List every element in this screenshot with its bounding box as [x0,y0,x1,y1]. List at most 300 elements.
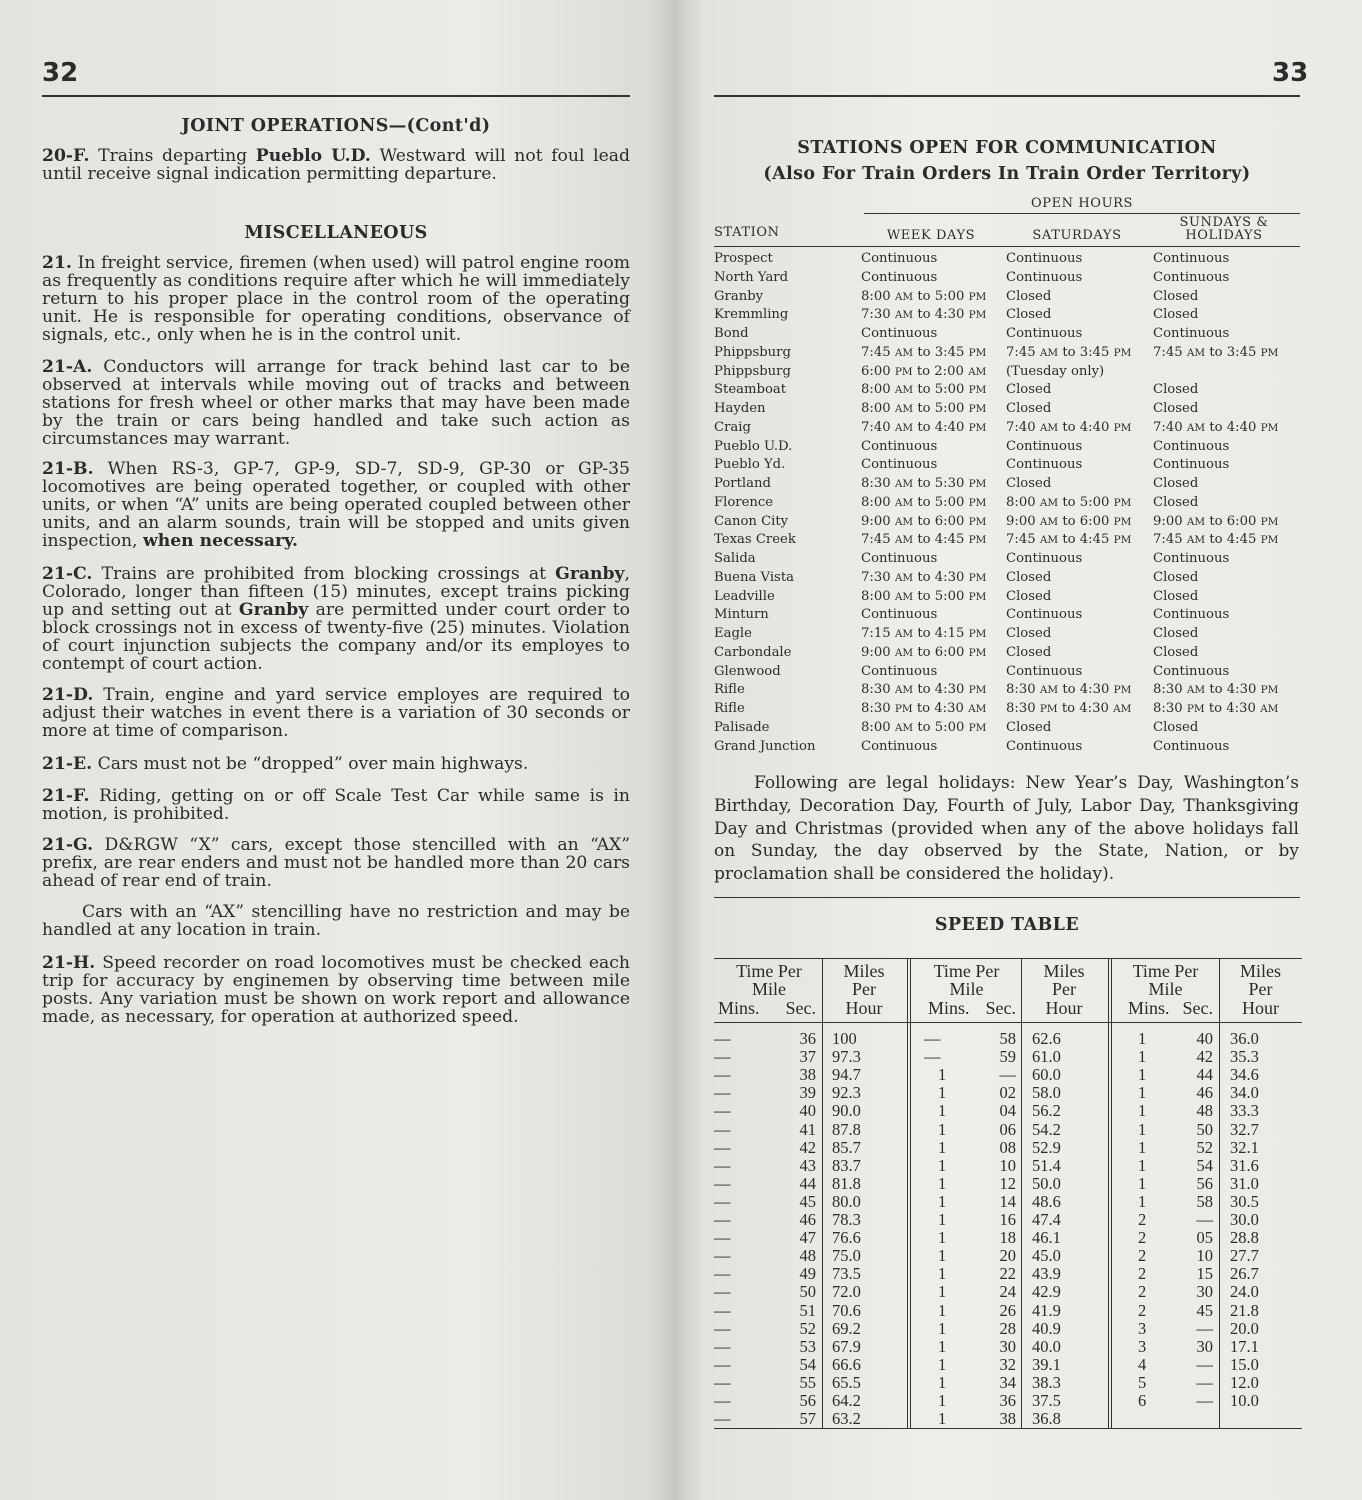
station-name: Granby [714,288,764,304]
speed-mins: — [924,1047,941,1067]
sundays-column-header [1154,216,1294,242]
speed-sec: 58 [999,1029,1016,1048]
speed-mph: 27.7 [1230,1246,1259,1266]
speed-mins: — [714,1065,731,1085]
station-name: Pueblo Yd. [714,457,786,473]
speed-mph: 36.8 [1032,1409,1061,1429]
station-hours: Continuous [1006,738,1083,754]
station-name: Craig [714,419,751,435]
station-hours: Continuous [1153,551,1230,566]
speed-mph: 43.9 [1032,1264,1061,1284]
station-hours: 8:30 PM to 4:30 AM [861,701,987,716]
station-hours [1153,363,1278,382]
speed-sec: 41 [799,1119,816,1139]
para-text: Trains departing [98,146,248,166]
para-bold: Pueblo U.D. [255,146,371,166]
speed-mph: 37.5 [1032,1391,1061,1410]
station-name: Palisade [714,719,770,735]
speed-table-header-rule [714,1022,1302,1023]
para-num: 21. [42,253,72,273]
speed-group-rule [1111,958,1112,1428]
speed-table-top-border [714,958,1302,959]
speed-mph: 97.3 [832,1047,861,1067]
station-name: Kremmling [714,307,789,323]
speed-mins: — [714,1101,731,1121]
speed-mins: 2 [1138,1246,1147,1266]
station-hours: Continuous [861,326,938,341]
speed-sec: 45 [1196,1300,1213,1320]
speed-mins: 1 [938,1336,947,1356]
speed-header-mile: Mile [752,979,786,999]
speed-mph: 94.7 [832,1065,861,1085]
para-text: are permitted under court order to block crossings not in excess of twenty-five (25) minutes. Violation of court injunction subjects the company and/or its employes to contempt of court action. [42,600,631,675]
speed-mph: 20.0 [1230,1318,1259,1338]
station-name: Portland [714,476,771,491]
station-hours: Continuous [861,663,938,679]
speed-header-mile: Mile [1148,979,1183,999]
para-num: 21-G. [42,835,94,855]
station-name: Eagle [714,626,752,641]
speed-sec: 46 [799,1210,816,1229]
station-hours: Closed [1153,494,1199,510]
station-hours: 7:45 AM to 4:45 PM [1153,532,1279,548]
station-hours: 8:30 AM to 5:30 PM [861,476,987,491]
speed-mph: 28.8 [1230,1228,1259,1248]
speed-sec: 54 [799,1354,816,1374]
legal-holidays-paragraph: Following are legal holidays: New Year’s Day, Washington’s Birthday, Decoration Day, Fourth of July, Labor Day, Thanksgiving Day and Christmas (provided when any of the above holidays fall on Sunday, the day observed by the State, Nation, or by proclamation shall be considered the holiday). [714,773,1299,885]
station-hours: Continuous [1153,457,1230,473]
station-hours: 8:30 AM to 4:30 PM [1006,682,1132,698]
speed-mins: — [714,1300,731,1320]
speed-sec: 57 [799,1409,816,1429]
speed-mins: 6 [1138,1391,1147,1410]
speed-mins: 1 [938,1246,947,1266]
station-name: Minturn [714,607,769,623]
speed-header-per: Per [1052,979,1076,999]
speed-mph: 36.0 [1230,1029,1259,1048]
speed-mph: 34.0 [1230,1083,1259,1103]
paragraph-21h [42,954,630,1026]
station-hours: 8:30 PM to 4:30 AM [1006,701,1132,716]
speed-sec: 14 [999,1191,1016,1211]
station-name: Florence [714,494,774,510]
miscellaneous-heading: MISCELLANEOUS [244,223,428,243]
speed-mph: 64.2 [832,1391,861,1410]
station-hours: Continuous [1006,326,1083,341]
speed-mins: — [714,1210,731,1229]
speed-mins: — [924,1029,941,1048]
speed-header-sec: Sec. [785,998,816,1018]
station-hours: Continuous [1006,607,1083,623]
speed-mph: 50.0 [1032,1173,1061,1193]
station-hours: 9:00 AM to 6:00 PM [861,513,987,529]
station-name: Carbondale [714,644,792,660]
para-text: , Colorado, longer than fifteen (15) minutes, except trains picking up and setting out at [42,564,631,621]
joint-operations-title: JOINT OPERATIONS—(Cont'd) [181,116,491,136]
speed-mph: 31.0 [1230,1173,1259,1193]
speed-sec: — [1196,1210,1213,1229]
speed-sec: 46 [1196,1083,1213,1103]
speed-mins: — [714,1282,731,1302]
paragraph-21f [42,787,630,823]
speed-mins: 2 [1138,1228,1147,1248]
station-hours: 7:45 AM to 3:45 PM [1006,344,1132,360]
speed-header-time: Time Per [736,961,802,981]
para-num: 21-F. [42,786,90,806]
speed-sec: 10 [999,1155,1016,1175]
para-num: 21-B. [42,459,94,479]
station-hours: Continuous [861,607,938,623]
speed-sec: 20 [999,1246,1016,1266]
speed-sec: 48 [799,1246,816,1266]
speed-mins: 1 [1138,1065,1147,1085]
para-text: Trains are prohibited from blocking crossings at [101,564,547,584]
speed-mins: 1 [938,1137,947,1157]
station-hours: 7:40 AM to 4:40 PM [1153,419,1279,435]
speed-sec: 40 [799,1101,816,1121]
station-hours: 7:15 AM to 4:15 PM [861,626,987,641]
speed-mph: 56.2 [1032,1101,1061,1121]
speed-mins: — [714,1155,731,1175]
speed-column-rule [822,958,823,1428]
speed-column-rule [1021,958,1022,1428]
station-hours: Continuous [861,251,938,266]
speed-sec: 34 [999,1372,1016,1392]
speed-mph: 30.0 [1230,1210,1259,1229]
para-bold: Granby [238,600,309,621]
speed-sec: 04 [999,1101,1016,1121]
speed-mins: 1 [1138,1119,1147,1139]
para-num: 20-F. [42,146,90,166]
speed-sec: 58 [1196,1191,1213,1211]
speed-sec: 26 [999,1300,1016,1320]
station-name: Glenwood [714,663,781,679]
station-hours: Closed [1153,401,1199,416]
speed-mph: 92.3 [832,1083,861,1103]
para-bold: when necessary. [142,531,299,552]
station-hours: Closed [1006,476,1052,491]
paragraph-21d [42,686,630,740]
speed-mins: — [714,1137,731,1157]
speed-mph: 72.0 [832,1282,861,1302]
station-hours: 7:45 AM to 3:45 PM [1153,344,1279,360]
speed-mins: 1 [938,1282,947,1302]
station-hours: 8:00 AM to 5:00 PM [1006,494,1132,510]
speed-sec: 18 [999,1228,1016,1248]
station-hours: Closed [1153,476,1199,491]
paragraph-21e [42,755,630,773]
speed-sec: 55 [799,1372,816,1392]
speed-mins: 1 [938,1210,947,1229]
speed-sec: 48 [1196,1101,1213,1121]
speed-mins: — [714,1391,731,1410]
paragraph-21 [42,254,630,344]
speed-mins: 1 [1138,1083,1147,1103]
stations-header-rule [714,246,1300,247]
speed-sec: 37 [799,1047,816,1067]
header-rule-right [714,95,1300,97]
speed-mph: 38.3 [1032,1372,1061,1392]
speed-header-miles: Miles [1239,961,1281,981]
speed-mins: 1 [938,1228,947,1248]
speed-mph: 54.2 [1032,1119,1061,1139]
speed-sec: 56 [1196,1173,1213,1193]
speed-mph: 48.6 [1032,1191,1061,1211]
station-hours: Continuous [1006,457,1083,473]
paragraph-21c [42,565,630,674]
station-name: Pueblo U.D. [714,438,793,454]
speed-mins: 1 [1138,1029,1147,1048]
station-name: Texas Creek [714,532,796,548]
right-page [676,0,1362,1500]
para-text: Cars must not be “dropped” over main highways. [97,754,529,774]
speed-mph: 63.2 [832,1409,861,1429]
speed-mph: 66.6 [832,1354,861,1374]
station-hours: Continuous [1153,326,1230,341]
speed-mph: 70.6 [832,1300,861,1320]
speed-mph: 42.9 [1032,1282,1061,1302]
speed-mins: 4 [1138,1354,1147,1374]
speed-sec: 39 [799,1083,816,1103]
speed-mins: — [714,1264,731,1284]
speed-header-per: Per [852,979,876,999]
speed-sec: — [1196,1354,1213,1374]
speed-mph: 40.9 [1032,1318,1061,1338]
sundays-column [1153,250,1278,756]
station-hours: 8:00 AM to 5:00 PM [861,494,987,510]
station-hours: Continuous [1006,438,1083,454]
station-hours: Closed [1006,719,1052,735]
speed-mins: 3 [1138,1318,1147,1338]
speed-mins: 1 [938,1191,947,1211]
para-num: 21-E. [42,754,93,774]
speed-sec: 38 [799,1065,816,1085]
speed-mph: 100 [832,1029,857,1048]
station-hours: Continuous [861,551,938,566]
speed-mins: — [714,1029,731,1048]
speed-mph: 81.8 [832,1173,861,1193]
speed-mph: 69.2 [832,1318,861,1338]
speed-mph: 85.7 [832,1137,861,1157]
speed-sec: 53 [799,1336,816,1356]
speed-sec: 50 [1196,1119,1213,1139]
speed-sec: 49 [799,1264,816,1284]
speed-mph: 34.6 [1230,1065,1259,1085]
speed-sec: 40 [1196,1029,1213,1048]
station-hours: 8:30 AM to 4:30 PM [861,682,987,698]
speed-mins: 5 [1138,1372,1147,1392]
station-hours: Continuous [861,457,938,473]
station-hours: Closed [1153,288,1199,304]
speed-sec: 50 [799,1282,816,1302]
speed-mph: 45.0 [1032,1246,1061,1266]
stations-title: STATIONS OPEN FOR COMMUNICATION [797,138,1217,158]
speed-mph: 76.6 [832,1228,861,1248]
speed-mins: 3 [1138,1336,1147,1356]
station-name: Rifle [714,701,745,716]
speed-mins: — [714,1372,731,1392]
speed-mph: 30.5 [1230,1191,1259,1211]
para-text: Speed recorder on road locomotives must be checked each trip for accuracy by enginemen by observing time between mile posts. Any variation must be shown on work report and allowance made, as necessary, for operation at authorized speed. [42,953,631,1028]
speed-mph: 52.9 [1032,1137,1061,1157]
speed-mph: 87.8 [832,1119,861,1139]
station-hours: Continuous [1006,251,1083,266]
para-text: Train, engine and yard service employes are required to adjust their watches in event there is a variation of 30 seconds or more at time of comparison. [42,685,631,742]
station-hours: 8:30 PM to 4:30 AM [1153,701,1279,716]
speed-column-rule [1219,958,1220,1428]
speed-mins: 1 [938,1372,947,1392]
speed-sec: 59 [999,1047,1016,1067]
speed-sec: 36 [799,1029,816,1048]
station-name: Prospect [714,251,773,266]
speed-mph: 73.5 [832,1264,861,1284]
speed-mins: 1 [1138,1191,1147,1211]
speed-mph: 10.0 [1230,1391,1259,1410]
speed-mins: 1 [938,1391,947,1410]
station-hours: 6:00 PM to 2:00 AM [861,363,987,379]
speed-sec: 44 [1196,1065,1213,1085]
speed-header-hour: Hour [845,998,883,1018]
para-text: Riding, getting on or off Scale Test Car while same is in motion, is prohibited. [42,786,630,825]
speed-sec: — [1196,1391,1213,1410]
station-hours: Continuous [1153,251,1230,266]
speed-sec: 32 [999,1354,1016,1374]
station-hours: 8:30 AM to 4:30 PM [1153,682,1279,698]
para-bold: Granby [555,564,625,584]
station-hours: Continuous [861,738,938,754]
speed-sec: 51 [799,1300,816,1320]
speed-mins: 1 [938,1173,947,1193]
station-name: Grand Junction [714,738,816,754]
station-name: Canon City [714,513,789,529]
speed-mins: 1 [938,1264,947,1284]
weekdays-column [861,250,986,756]
station-name: Hayden [714,401,766,416]
station-hours: Closed [1153,307,1199,323]
station-hours: 7:45 AM to 4:45 PM [1006,532,1132,548]
station-hours: Closed [1006,288,1052,304]
speed-mins: 1 [1138,1173,1147,1193]
station-hours: 8:00 AM to 5:00 PM [861,401,987,416]
para-text: Westward will not foul lead until receive signal indication permitting departure. [42,146,630,185]
station-hours: Continuous [1153,607,1230,623]
speed-sec: 56 [799,1391,816,1410]
speed-header-mins: Mins. [928,998,970,1018]
speed-mins: 1 [938,1083,947,1103]
station-column-header: STATION [714,225,780,240]
speed-sec: 38 [999,1409,1016,1429]
station-hours: 8:00 AM to 5:00 PM [861,382,987,398]
speed-header-per: Per [1248,979,1273,999]
station-hours: Closed [1153,588,1199,604]
speed-mins: — [714,1047,731,1067]
para-num: 21-A. [42,357,93,377]
speed-mph: 17.1 [1230,1336,1259,1356]
speed-group-rule [1108,958,1109,1428]
speed-header-mins: Mins. [1128,998,1170,1018]
station-hours: Continuous [861,269,938,285]
speed-mph: 83.7 [832,1155,861,1175]
para-text: Conductors will arrange for track behind last car to be observed at intervals while moving out of tracks and between stations for fresh wheel or other marks that may have been made by the train or cars being handled and take such action as circumstances may warrant. [42,357,630,450]
speed-mph: 61.0 [1032,1047,1061,1067]
speed-mins: 1 [1138,1155,1147,1175]
speed-sec: — [999,1065,1016,1085]
speed-sec: 43 [799,1155,816,1175]
station-hours: Continuous [861,438,938,454]
speed-sec: 42 [1196,1047,1213,1067]
speed-mph: 35.3 [1230,1047,1259,1067]
station-hours: 9:00 AM to 6:00 PM [861,644,987,660]
open-hours-rule [864,213,1300,214]
speed-sec: 10 [1196,1246,1213,1266]
speed-mins: 1 [938,1354,947,1374]
speed-mins: 1 [938,1101,947,1121]
speed-sec: 30 [999,1336,1016,1356]
station-hours: Closed [1153,569,1199,585]
stations-subtitle: (Also For Train Orders In Train Order Territory) [763,164,1251,184]
speed-header-mile: Mile [949,979,984,999]
paragraph-21a [42,358,630,448]
speed-mph: 32.7 [1230,1119,1259,1139]
speed-mph: 12.0 [1230,1372,1259,1392]
speed-mph: 40.0 [1032,1336,1061,1356]
speed-mins: 2 [1138,1264,1147,1284]
speed-mins: 1 [938,1119,947,1139]
speed-mins: — [714,1318,731,1338]
speed-sec: 22 [999,1264,1016,1284]
para-num: 21-H. [42,953,96,973]
station-hours: 8:00 AM to 5:00 PM [861,719,987,735]
speed-mins: — [714,1354,731,1374]
saturdays-column-header: SATURDAYS [1032,228,1122,243]
speed-mph: 60.0 [1032,1065,1061,1085]
station-hours: Continuous [1006,551,1083,566]
speed-mph: 32.1 [1230,1137,1259,1157]
station-hours: Closed [1006,401,1052,416]
speed-sec: 24 [999,1282,1016,1302]
station-name: Bond [714,326,749,341]
station-hours: 7:30 AM to 4:30 PM [861,569,987,585]
station-name: North Yard [714,269,789,285]
speed-sec: 12 [999,1173,1016,1193]
speed-mph: 51.4 [1032,1155,1061,1175]
para-text: In freight service, firemen (when used) will patrol engine room as frequently as conditions require after which he will immediately return to his proper place in the control room of the operating unit. He is responsible for operating conditions, observance of signals, etc., only when he is in the control unit. [42,253,630,346]
speed-group-rule [910,958,911,1428]
weekdays-column-header: WEEK DAYS [886,228,976,243]
speed-mph: 21.8 [1230,1300,1259,1320]
speed-sec: 15 [1196,1264,1213,1284]
station-name: Phippsburg [714,344,791,360]
speed-mins: — [714,1191,731,1211]
header-rule-left [42,95,630,97]
station-hours: Continuous [1153,663,1230,679]
station-name: Buena Vista [714,569,794,585]
speed-mins: — [714,1228,731,1248]
speed-mins: 1 [938,1318,947,1338]
open-hours-header: OPEN HOURS [1030,196,1134,211]
station-hours: (Tuesday only) [1006,363,1105,379]
speed-sec: — [1196,1372,1213,1392]
speed-mph: 62.6 [1032,1029,1061,1048]
speed-mins: — [714,1336,731,1356]
speed-sec: 30 [1196,1336,1213,1356]
speed-mins: — [714,1083,731,1103]
speed-sec: 45 [799,1191,816,1211]
station-hours: Closed [1153,626,1199,641]
station-hours: Continuous [1153,438,1230,454]
speed-sec: 28 [999,1318,1016,1338]
para-text: D&RGW “X” cars, except those stencilled with an “AX” prefix, are rear enders and must not be handled more than 20 cars ahead of rear end of train. [42,835,631,892]
